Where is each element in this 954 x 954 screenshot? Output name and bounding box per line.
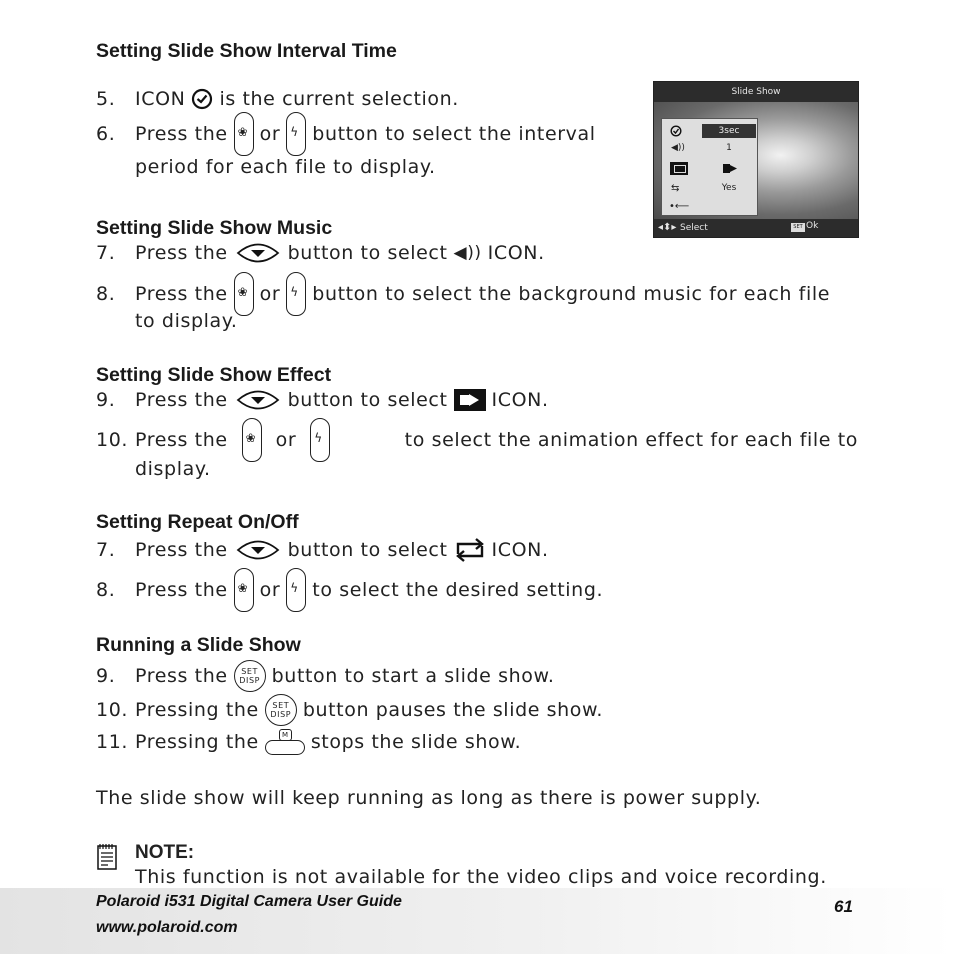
- menu-button-icon: M: [265, 728, 305, 756]
- step-text: Press the: [135, 123, 228, 145]
- step-text: Press the: [135, 579, 228, 601]
- effect-arrow-icon: [722, 162, 738, 175]
- step-number: 9.: [96, 665, 116, 687]
- heading-running: Running a Slide Show: [96, 634, 301, 656]
- repeat-icon: [454, 538, 486, 562]
- step-text: Press the: [135, 283, 228, 305]
- set-disp-button-icon: SET DISP: [234, 660, 266, 692]
- step-text: button to select: [287, 242, 448, 264]
- heading-repeat: Setting Repeat On/Off: [96, 511, 299, 533]
- step-10-running: [96, 694, 603, 726]
- step-text: Press the: [135, 539, 228, 561]
- step-10-continuation: display.: [135, 458, 211, 480]
- step-text: button to start a slide show.: [271, 665, 555, 687]
- step-text: to select the desired setting.: [312, 579, 604, 601]
- speaker-icon: ◀)): [453, 243, 482, 263]
- clock-icon: [670, 125, 682, 137]
- footer-url: www.polaroid.com: [96, 919, 238, 936]
- step-9-effect: [96, 389, 549, 411]
- step-number: 11.: [96, 731, 129, 753]
- left-button-icon: ❀: [242, 418, 262, 462]
- music-value: 1: [726, 143, 732, 153]
- right-button-icon: ϟ: [286, 272, 306, 316]
- select-label: Select: [680, 223, 708, 233]
- right-button-icon: ϟ: [286, 568, 306, 612]
- step-number: 5.: [96, 88, 116, 110]
- step-text: ICON.: [487, 242, 545, 264]
- heading-interval: Setting Slide Show Interval Time: [96, 40, 397, 62]
- up-down-button-icon: [236, 389, 280, 411]
- set-disp-button-icon: SET DISP: [265, 694, 297, 726]
- heading-music: Setting Slide Show Music: [96, 217, 333, 239]
- effect-icon: [670, 162, 688, 175]
- step-text: Press the: [135, 665, 228, 687]
- set-badge: SET: [791, 223, 805, 232]
- step-number: 6.: [96, 123, 116, 145]
- or-text: or: [275, 429, 297, 451]
- camera-bottom-bar: [654, 219, 858, 237]
- step-number: 7.: [96, 242, 116, 264]
- step-text: Pressing the: [135, 731, 259, 753]
- page-number: 61: [834, 897, 853, 916]
- step-text: button to select: [287, 539, 448, 561]
- left-button-icon: ❀: [234, 272, 254, 316]
- clock-icon: [191, 88, 213, 110]
- right-button-icon: ϟ: [286, 112, 306, 156]
- step-number: 9.: [96, 389, 116, 411]
- step-number: 8.: [96, 283, 116, 305]
- step-number: 10.: [96, 699, 129, 721]
- step-text: button pauses the slide show.: [302, 699, 604, 721]
- left-button-icon: ❀: [234, 112, 254, 156]
- step-6-continuation: period for each file to display.: [135, 156, 436, 178]
- or-text: or: [259, 283, 281, 305]
- up-down-button-icon: [236, 539, 280, 561]
- step-6-interval: [96, 112, 596, 156]
- power-supply-text: The slide show will keep running as long as there is power supply.: [96, 787, 762, 809]
- step-8-continuation: to display.: [135, 310, 238, 332]
- interval-value: 3sec: [702, 124, 756, 138]
- right-button-icon: ϟ: [310, 418, 330, 462]
- repeat-value: Yes: [721, 183, 737, 193]
- note-text: This function is not available for the video clips and voice recording.: [135, 866, 827, 888]
- step-text: ICON.: [491, 539, 549, 561]
- step-text: Press the: [135, 242, 228, 264]
- step-9-running: [96, 660, 554, 692]
- step-text: ICON.: [491, 389, 549, 411]
- repeat-icon: ⇆: [671, 183, 680, 194]
- camera-lcd-screenshot: [653, 81, 859, 238]
- footer-title: Polaroid i531 Digital Camera User Guide: [96, 893, 402, 910]
- step-7-music: [96, 242, 545, 264]
- camera-slideshow-menu: [661, 118, 758, 216]
- note-title: NOTE:: [135, 842, 195, 863]
- step-text: is the current selection.: [219, 88, 459, 110]
- step-11-running: [96, 728, 521, 756]
- effect-icon: [454, 389, 486, 411]
- step-text: stops the slide show.: [310, 731, 522, 753]
- step-8-repeat: [96, 568, 603, 612]
- heading-effect: Setting Slide Show Effect: [96, 364, 332, 386]
- note-icon: [96, 843, 118, 871]
- step-7-repeat: [96, 538, 549, 562]
- step-5-interval: [96, 88, 459, 110]
- step-text: button to select the interval: [312, 123, 596, 145]
- step-text: ICON: [135, 88, 186, 110]
- step-text: Press the: [135, 389, 228, 411]
- step-text: button to select: [287, 389, 448, 411]
- step-text: Press the: [135, 429, 228, 451]
- step-number: 10.: [96, 429, 129, 451]
- step-text: Pressing the: [135, 699, 259, 721]
- speaker-icon: ◀)): [671, 143, 685, 153]
- dpad-icon: ◂⬍▸: [658, 222, 677, 233]
- ok-label: Ok: [806, 221, 819, 231]
- or-text: or: [259, 123, 281, 145]
- step-text: to select the animation effect for each file to: [404, 429, 858, 451]
- step-10-effect: [96, 418, 858, 462]
- step-number: 7.: [96, 539, 116, 561]
- left-button-icon: ❀: [234, 568, 254, 612]
- step-text: button to select the background music for each file: [312, 283, 831, 305]
- or-text: or: [259, 579, 281, 601]
- up-down-button-icon: [236, 242, 280, 264]
- back-icon: •⟵: [669, 201, 690, 212]
- step-number: 8.: [96, 579, 116, 601]
- camera-screen-title: Slide Show: [654, 82, 858, 102]
